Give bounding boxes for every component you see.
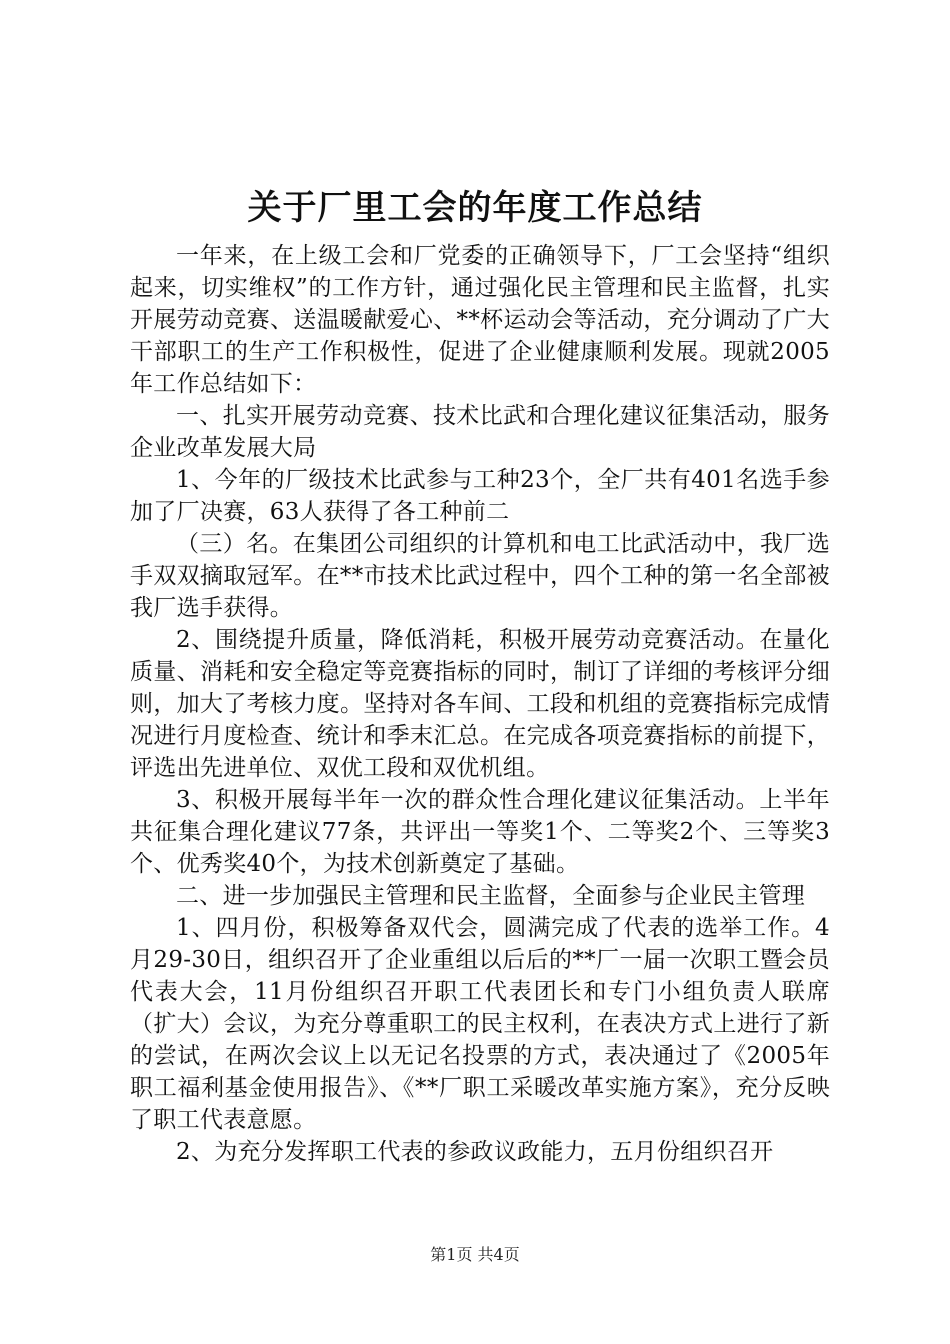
paragraph-item-2-1: 1、四月份，积极筹备双代会，圆满完成了代表的选举工作。4月29-30日，组织召开了企业重组以后后的**厂一届一次职工暨会员代表大会，11月份组织召开职工代表团长和专门小组负责人联席（扩大）会议，为充分尊重职工的民主权利，在表决方式上进行了新的尝试，在两次会议上以无记名投票的方式，表决通过了《2005年职工福利基金使用报告》、《**厂职工采暖改革实施方案》，充分反映了职工代表意愿。 xyxy=(130,915,830,1133)
paragraph-section-1-heading: 一、扎实开展劳动竞赛、技术比武和合理化建议征集活动，服务企业改革发展大局 xyxy=(130,403,830,461)
paragraph-intro: 一年来，在上级工会和厂党委的正确领导下，厂工会坚持“组织起来，切实维权”的工作方针，通过强化民主管理和民主监督，扎实开展劳动竞赛、送温暖献爱心、**杯运动会等活动，充分调动了广大干部职工的生产工作积极性，促进了企业健康顺利发展。现就2005年工作总结如下： xyxy=(130,243,830,397)
paragraph-item-1-2: 2、围绕提升质量，降低消耗，积极开展劳动竞赛活动。在量化质量、消耗和安全稳定等竞赛指标的同时，制订了详细的考核评分细则，加大了考核力度。坚持对各车间、工段和机组的竞赛指标完成情况进行月度检查、统计和季末汇总。在完成各项竞赛指标的前提下，评选出先进单位、双优工段和双优机组。 xyxy=(130,627,830,781)
document-body xyxy=(130,240,830,1168)
paragraph-item-1-1-cont: （三）名。在集团公司组织的计算机和电工比武活动中，我厂选手双双摘取冠军。在**市技术比武过程中，四个工种的第一名全部被我厂选手获得。 xyxy=(130,531,830,621)
document-title: 关于厂里工会的年度工作总结 xyxy=(247,188,703,228)
paragraph-item-1-1: 1、今年的厂级技术比武参与工种23个，全厂共有401名选手参加了厂决赛，63人获得了各工种前二 xyxy=(130,467,830,525)
paragraph-item-1-3: 3、积极开展每半年一次的群众性合理化建议征集活动。上半年共征集合理化建议77条，共评出一等奖1个、二等奖2个、三等奖3个、优秀奖40个，为技术创新奠定了基础。 xyxy=(130,787,830,877)
paragraph-section-2-heading: 二、进一步加强民主管理和民主监督，全面参与企业民主管理 xyxy=(176,883,806,909)
paragraph-item-2-2: 2、为充分发挥职工代表的参政议政能力，五月份组织召开 xyxy=(176,1139,774,1165)
page-number-footer: 第1页 共4页 xyxy=(430,1245,520,1264)
